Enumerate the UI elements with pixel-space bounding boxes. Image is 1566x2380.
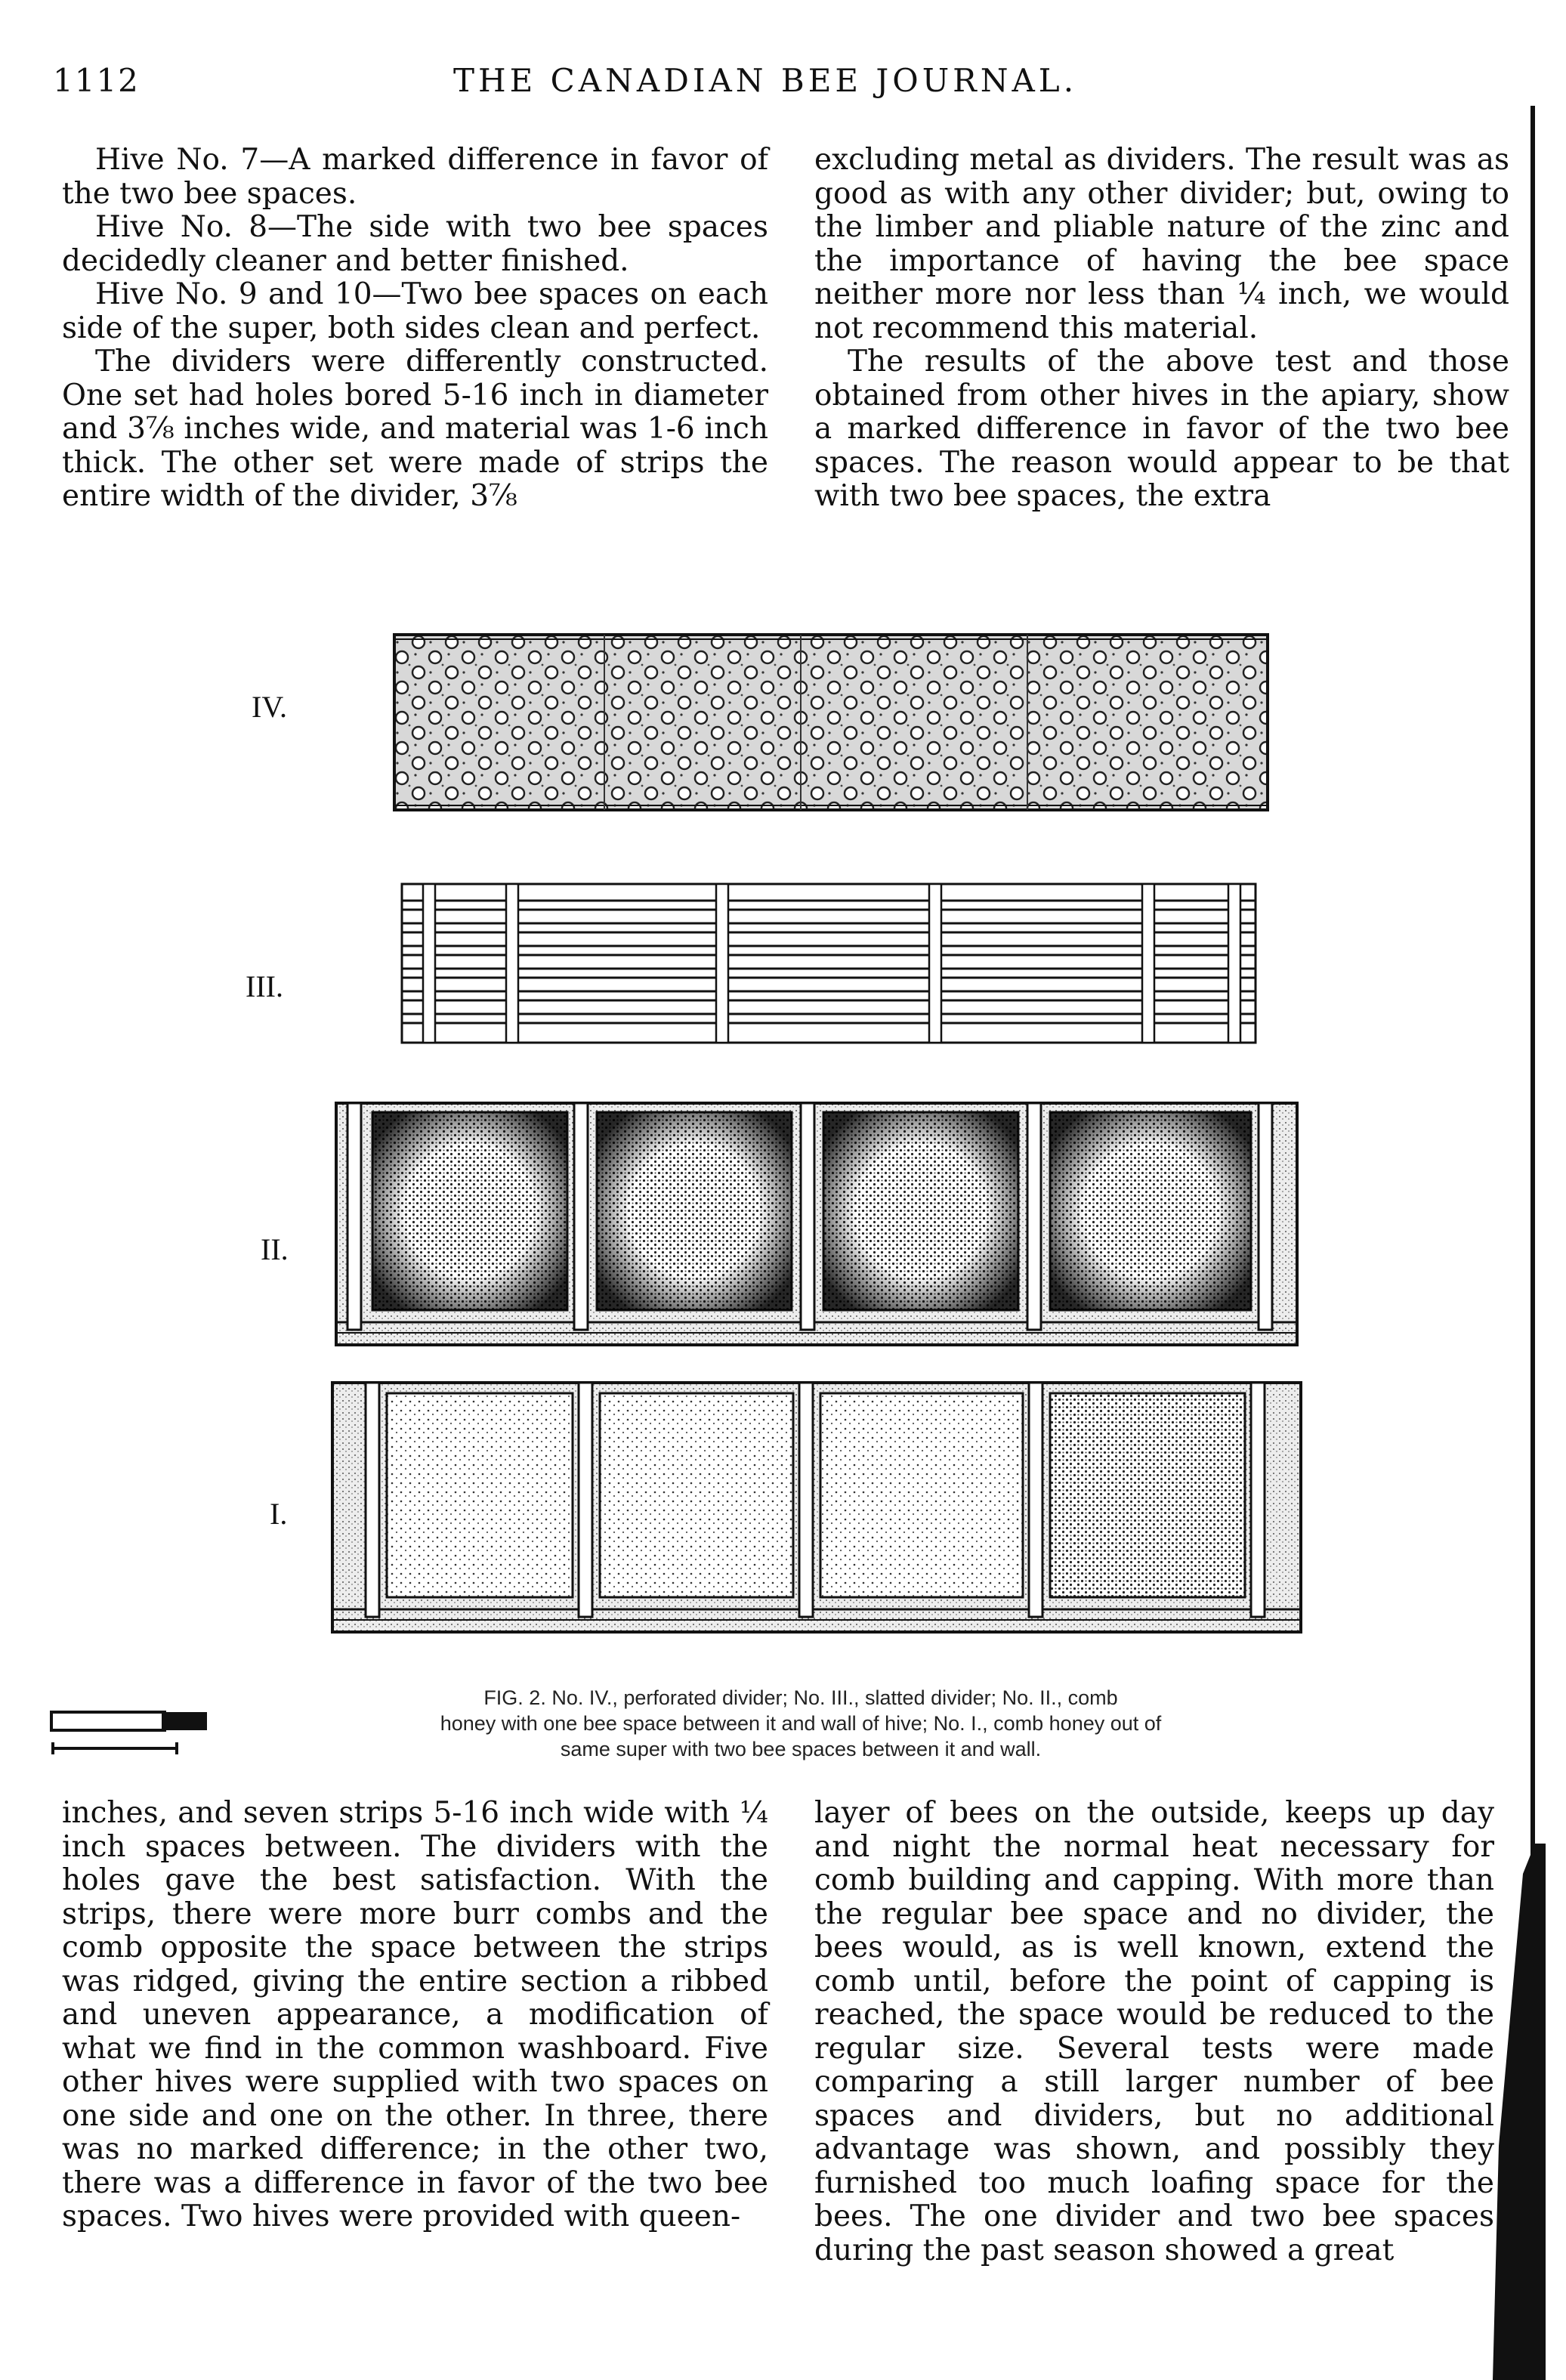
binding-shadow [1485,106,1546,2380]
paragraph: inches, and seven strips 5-16 inch wide with ¼ inch spaces between. The dividers with the holes gave the best satisfaction. With the strips, there were more burr combs and the comb opposite the space between the strips was ridged, giving the entire section a ribbed and uneven appearance, a modification of what we find in the common washboard. Five other hives were supplied with two spaces on one side and one on the other. In three, there was no marked difference; in the other two, there was a difference in favor of the two bee spaces. Two hives were provided with queen- [62,1796,768,2233]
column-top-left [62,144,768,514]
comb-frame-i [332,1383,1301,1632]
caption-line: FIG. 2. No. IV., perforated divider; No. III., slatted divider; No. II., comb [483,1686,1118,1709]
figure-caption [212,1685,1390,1762]
figure-label-iii: III. [246,969,283,1003]
column-bottom-left [62,1797,768,2234]
paragraph: Hive No. 8—The side with two bee spaces decidedly cleaner and better finished. [62,210,768,278]
figure-label-ii: II. [261,1232,289,1266]
paragraph: The results of the above test and those obtained from other hives in the apiary, show a marked difference in favor of the two bee spaces. The reason would appear to be that with two bee spaces, the extra [814,345,1509,513]
journal-title: THE CANADIAN BEE JOURNAL. [453,62,1078,99]
column-top-right [814,144,1509,514]
figure-label-i: I. [270,1497,288,1531]
page-header [53,62,1488,107]
small-divider-icon [48,1709,215,1770]
figure-dividers [227,620,1330,1677]
caption-line: same super with two bee spaces between it and wall. [560,1738,1042,1760]
paragraph: Hive No. 9 and 10—Two bee spaces on each side of the super, both sides clean and perfect. [62,277,768,345]
paragraph: Hive No. 7—A marked difference in favor of the two bee spaces. [62,143,768,211]
paragraph: layer of bees on the outside, keeps up day and night the normal heat necessary for comb building and capping. With more than the regular bee space and no divider, the bees would, as is well known, extend the comb until, before the point of capping is reached, the space would be reduced to the regular size. Several tests were made comparing a still larger number of bee spaces and dividers, but no additional advantage was shown, and possibly they furnished too much loafing space for the bees. The one divider and two bee spaces during the past season showed a great [814,1796,1494,2267]
paragraph: excluding metal as dividers. The result was as good as with any other divider; but, owing to the limber and pliable nature of the zinc and the importance of having the bee space neither more nor less than ¼ inch, we would not recommend this material. [814,143,1509,345]
paragraph: The dividers were differently constructed. One set had holes bored 5-16 inch in diameter and 3⅞ inches wide, and material was 1-6 inch thick. The other set were made of strips the entire width of the divider, 3⅞ [62,345,768,513]
comb-frame-ii [336,1103,1297,1345]
perforated-divider-iv [394,635,1268,810]
page-number: 1112 [53,62,140,99]
caption-line: honey with one bee space between it and wall of hive; No. I., comb honey out of [440,1712,1162,1735]
slatted-divider-iii [402,884,1256,1043]
figure-illustration [227,620,1330,1677]
figure-label-iv: IV. [252,690,288,724]
column-bottom-right [814,1797,1494,2267]
